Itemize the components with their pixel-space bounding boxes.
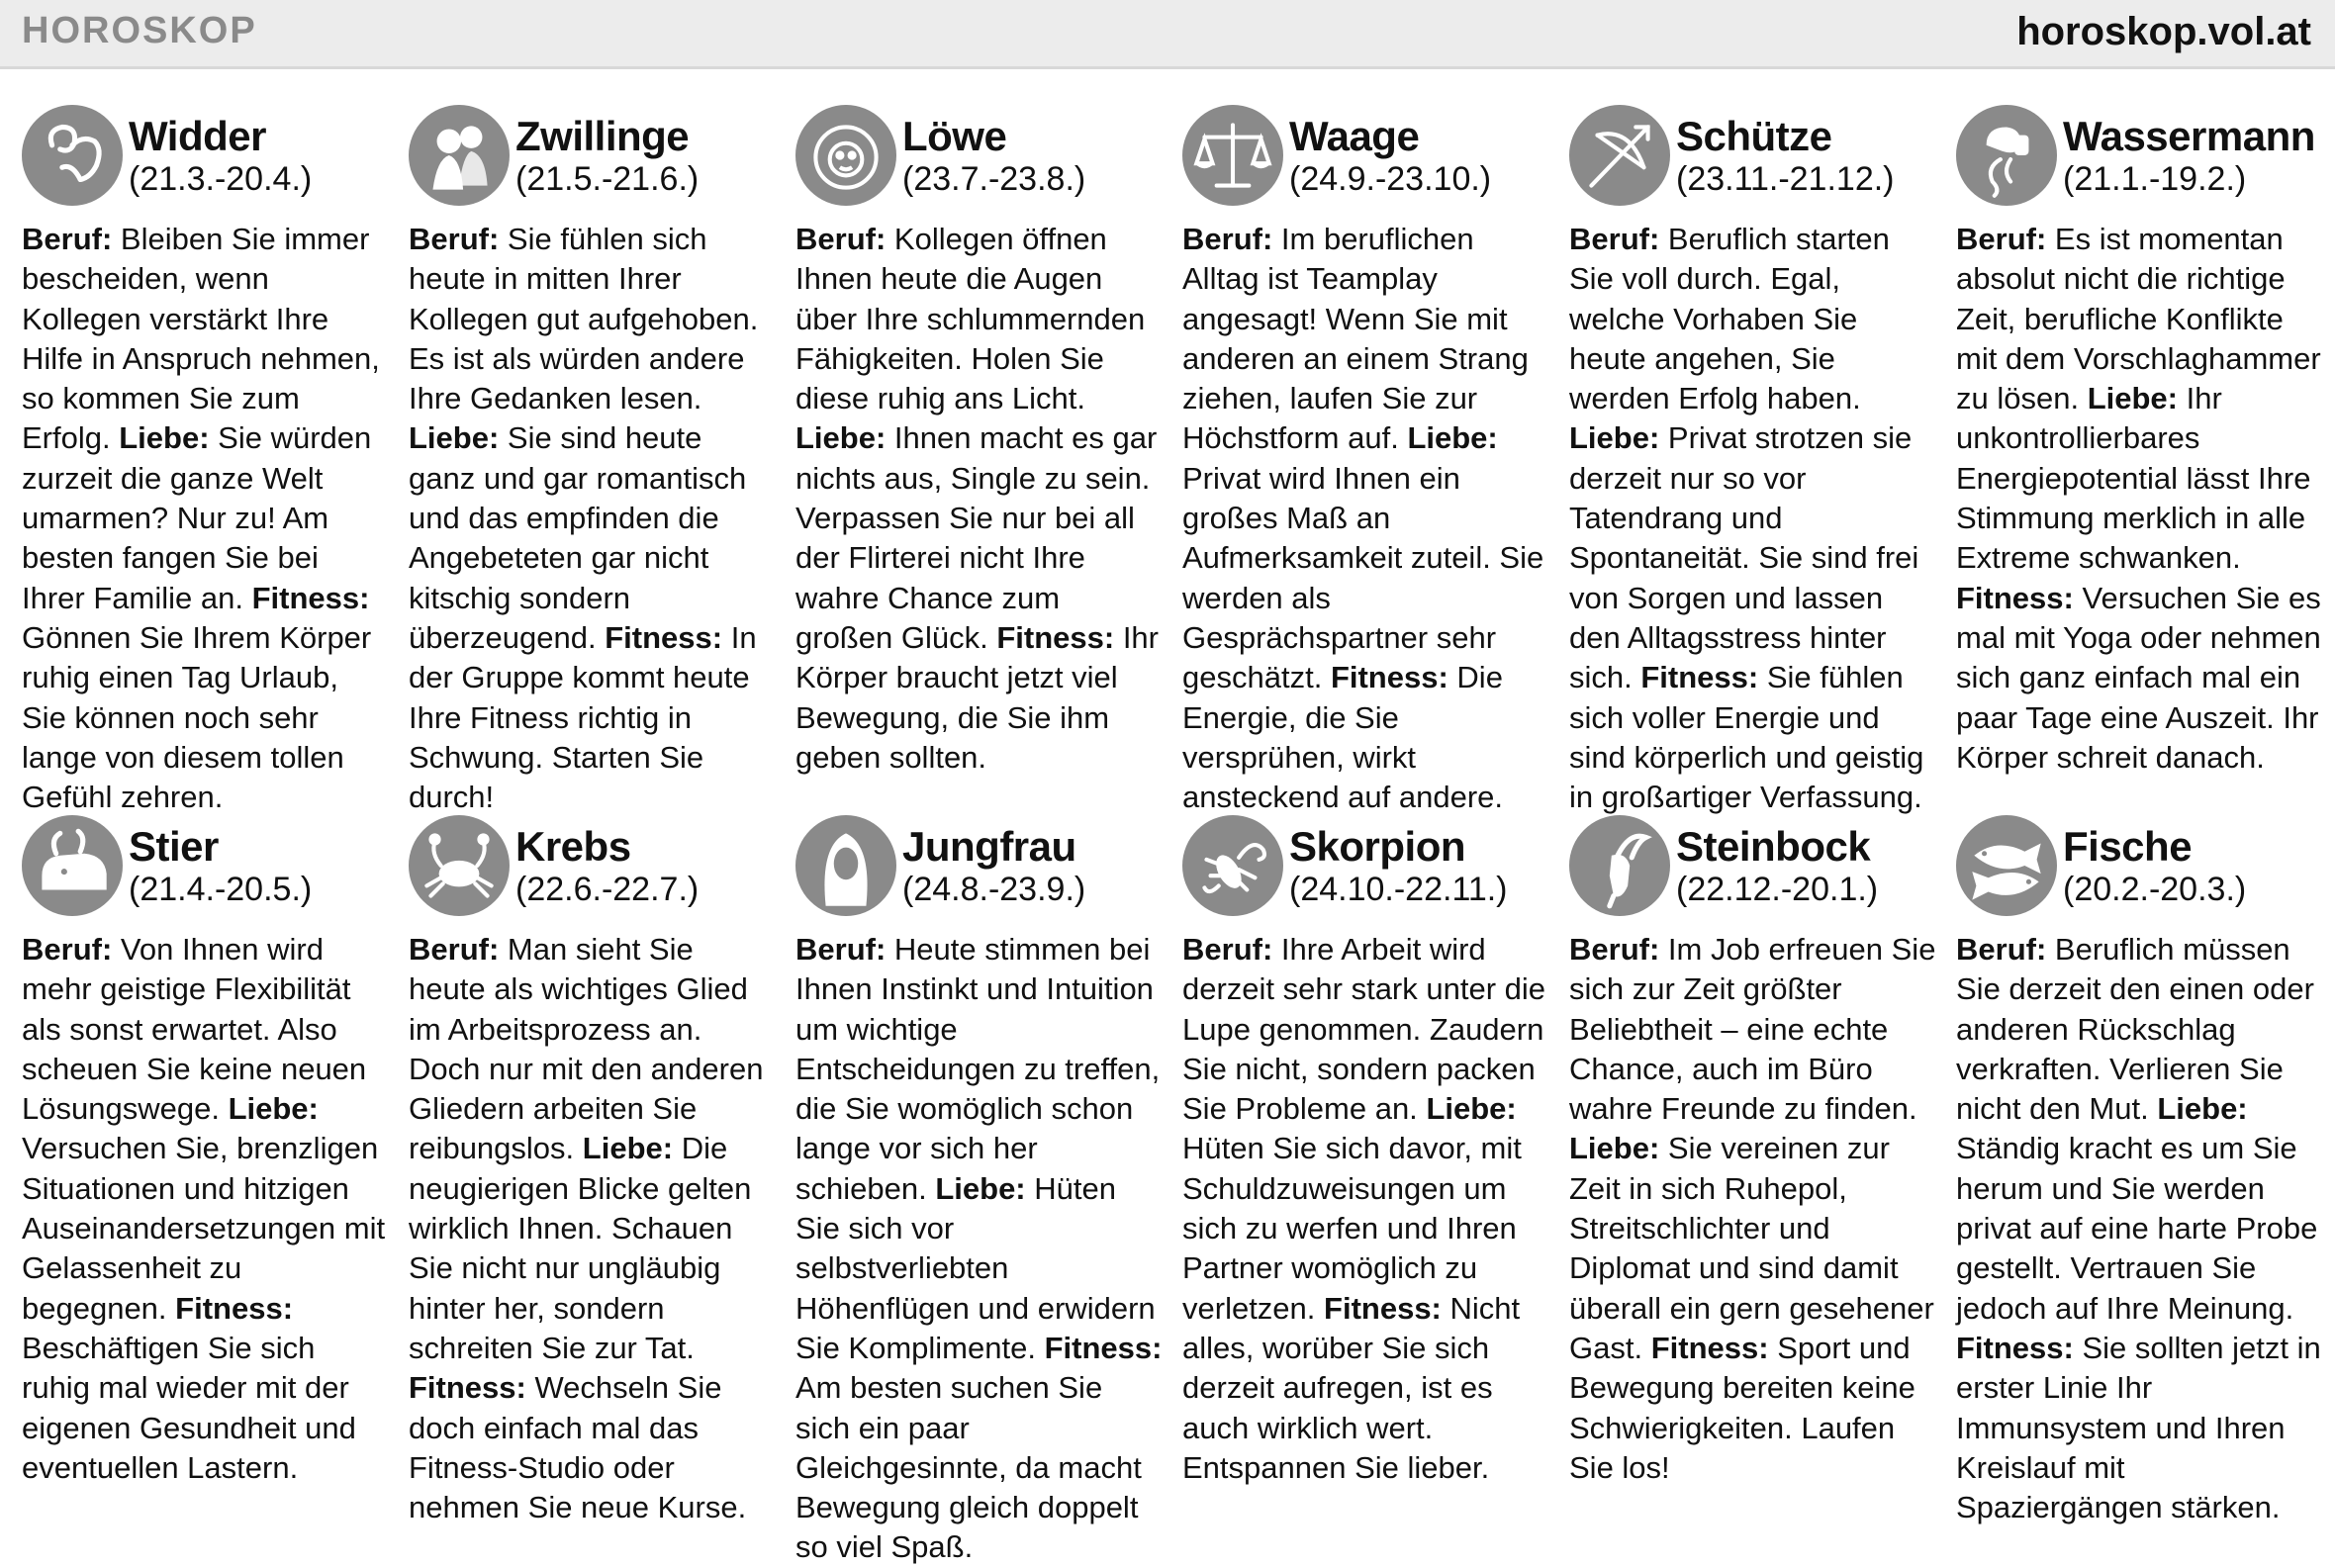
fitness-label: Fitness: — [1640, 660, 1759, 695]
fitness-text: Versuchen Sie es mal mit Yoga oder nehmen sich ganz einfach mal ein paar Tage eine Auszeit. Ihr Körper schreit danach. — [1956, 580, 2321, 775]
liebe-label: Liebe: — [2087, 381, 2178, 416]
fitness-text: Die Energie, die Sie versprühen, wirkt ansteckend auf andere. — [1182, 660, 1504, 815]
virgin-icon — [795, 815, 896, 916]
liebe-label: Liebe: — [228, 1091, 319, 1127]
lion-icon — [795, 105, 896, 206]
bow-arrow-icon — [1569, 105, 1670, 206]
sign-name: Löwe — [902, 113, 1007, 159]
liebe-text: Hüten Sie sich davor, mit Schuldzuweisungen um sich zu werfen und Ihren Partner womöglich zu verletzen. — [1182, 1131, 1522, 1326]
liebe-text: Ihr unkontrollierbares Energiepotential lässt Ihre Stimmung merklich in alle Extreme schwanken. — [1956, 381, 2311, 576]
sign-dates: (24.10.-22.11.) — [1289, 871, 1508, 908]
fitness-label: Fitness: — [1324, 1290, 1442, 1326]
beruf-text: Sie fühlen sich heute in mitten Ihrer Kollegen gut aufgehoben. Es ist als würden andere Ihre Gedanken lesen. — [409, 222, 759, 416]
sign-dates: (21.1.-19.2.) — [2063, 160, 2247, 198]
fitness-text: Wechseln Sie doch einfach mal das Fitness-Studio oder nehmen Sie neue Kurse. — [409, 1370, 747, 1525]
fitness-label: Fitness: — [1956, 1330, 2074, 1365]
fitness-text: Ihr Körper braucht jetzt viel Bewegung, die Sie ihm geben sollten. — [795, 619, 1159, 775]
liebe-label: Liebe: — [1407, 420, 1498, 456]
sign-text — [409, 220, 777, 817]
beruf-text: Bleiben Sie immer bescheiden, wenn Kollegen verstärkt Ihre Hilfe in Anspruch nehmen, so kommen Sie zum Erfolg. — [22, 222, 380, 456]
liebe-text: Sie würden zurzeit die ganze Welt umarmen? Nur zu! Am besten fangen Sie bei Ihrer Familie an. — [22, 420, 372, 615]
bull-icon — [22, 815, 123, 916]
beruf-label: Beruf: — [795, 222, 887, 256]
sign-name: Krebs — [515, 823, 631, 870]
beruf-label: Beruf: — [1956, 932, 2047, 967]
sign-text — [1182, 220, 1550, 817]
beruf-text: Im Job erfreuen Sie sich zur Zeit größter Beliebtheit – eine echte Chance, auch im Büro wahre Freunde zu finden. — [1569, 932, 1936, 1127]
fitness-text: Gönnen Sie Ihrem Körper ruhig einen Tag Urlaub, Sie können noch sehr lange von diesem tollen Gefühl zehren. — [22, 619, 372, 815]
fitness-text: In der Gruppe kommt heute Ihre Fitness richtig in Schwung. Starten Sie durch! — [409, 619, 757, 815]
beruf-label: Beruf: — [409, 222, 500, 256]
sign-name: Widder — [129, 113, 266, 159]
liebe-text: Die neugierigen Blicke gelten wirklich Ihnen. Schauen Sie nicht nur ungläubig hinter her, sondern schreiten Sie zur Tat. — [409, 1131, 752, 1365]
horoscope-grid — [0, 99, 2335, 1565]
sign-text — [1569, 930, 1937, 1488]
liebe-label: Liebe: — [795, 420, 887, 456]
beruf-text: Von Ihnen wird mehr geistige Flexibilität als sonst erwartet. Also scheuen Sie keine neuen Lösungswege. — [22, 932, 367, 1127]
sign-dates: (22.6.-22.7.) — [515, 871, 700, 908]
beruf-text: Kollegen öffnen Ihnen heute die Augen über Ihre schlummernden Fähigkeiten. Holen Sie diese ruhig ans Licht. — [795, 222, 1146, 416]
liebe-text: Sie sind heute ganz und gar romantisch und das empfinden die Angebeteten gar nicht kitschig sondern überzeugend. — [409, 420, 747, 655]
sign-text — [1956, 930, 2324, 1527]
ram-icon — [22, 105, 123, 206]
water-bearer-icon — [1956, 105, 2057, 206]
sign-name: Steinbock — [1676, 823, 1871, 870]
liebe-label: Liebe: — [2157, 1091, 2248, 1127]
beruf-label: Beruf: — [1182, 932, 1273, 967]
beruf-text: Beruflich starten Sie voll durch. Egal, welche Vorhaben Sie heute angehen, Sie werden Erfolg haben. — [1569, 222, 1890, 416]
twins-icon — [409, 105, 510, 206]
beruf-label: Beruf: — [409, 932, 500, 967]
liebe-text: Sie vereinen zur Zeit in sich Ruhepol, Streitschlichter und Diplomat und sind damit überall ein gern gesehener Gast. — [1569, 1131, 1934, 1365]
sign-name: Zwillinge — [515, 113, 690, 159]
liebe-text: Hüten Sie sich vor selbstverliebten Höhenflügen und erwidern Sie Komplimente. — [795, 1170, 1156, 1365]
liebe-text: Privat strotzen sie derzeit nur so vor Tatendrang und Spontaneität. Sie sind frei von Sorgen und lassen den Alltagsstress hinter sich. — [1569, 420, 1919, 695]
sign-dates: (21.5.-21.6.) — [515, 160, 700, 198]
header-bar — [0, 0, 2335, 69]
fitness-text: Am besten suchen Sie sich ein paar Gleichgesinnte, da macht Bewegung gleich doppelt so viel Spaß. — [795, 1370, 1142, 1565]
fish-icon — [1956, 815, 2057, 916]
liebe-text: Privat wird Ihnen ein großes Maß an Aufmerksamkeit zuteil. Sie werden als Gesprächspartner sehr geschätzt. — [1182, 460, 1544, 695]
fitness-label: Fitness: — [605, 619, 723, 655]
fitness-text: Sie fühlen sich voller Energie und sind körperlich und geistig in großartiger Verfassung. — [1569, 660, 1924, 815]
sign-text — [1956, 220, 2324, 778]
liebe-text: Ihnen macht es gar nichts aus, Single zu sein. Verpassen Sie nur bei all der Flirterei nicht Ihre wahre Chance zum großen Glück. — [795, 420, 1158, 655]
sign-text — [795, 930, 1164, 1568]
beruf-label: Beruf: — [22, 222, 113, 256]
liebe-text: Ständig kracht es um Sie herum und Sie werden privat auf eine harte Probe gestellt. Vertrauen Sie jedoch auf Ihre Meinung. — [1956, 1131, 2318, 1326]
sign-name: Jungfrau — [902, 823, 1076, 870]
goat-icon — [1569, 815, 1670, 916]
fitness-text: Sie sollten jetzt in erster Linie Ihr Immunsystem und Ihren Kreislauf mit Spaziergängen stärken. — [1956, 1330, 2321, 1525]
fitness-label: Fitness: — [175, 1290, 294, 1326]
sign-text — [795, 220, 1164, 778]
fitness-label: Fitness: — [996, 619, 1115, 655]
liebe-label: Liebe: — [1426, 1091, 1517, 1127]
beruf-text: Beruflich müssen Sie derzeit den einen oder anderen Rückschlag verkraften. Verlieren Sie nicht den Mut. — [1956, 932, 2314, 1127]
beruf-text: Man sieht Sie heute als wichtiges Glied im Arbeitsprozess an. Doch nur mit den anderen Gliedern arbeiten Sie reibungslos. — [409, 932, 764, 1166]
sign-text — [409, 930, 777, 1527]
beruf-text: Ihre Arbeit wird derzeit sehr stark unter die Lupe genommen. Zaudern Sie nicht, sondern packen Sie Probleme an. — [1182, 932, 1546, 1127]
sign-dates: (23.11.-21.12.) — [1676, 160, 1895, 198]
fitness-label: Fitness: — [409, 1370, 526, 1406]
sign-text — [22, 220, 390, 817]
fitness-label: Fitness: — [1044, 1330, 1163, 1365]
liebe-label: Liebe: — [409, 420, 500, 456]
scorpion-icon — [1182, 815, 1283, 916]
fitness-label: Fitness: — [1650, 1330, 1769, 1365]
scales-icon — [1182, 105, 1283, 206]
sign-name: Stier — [129, 823, 219, 870]
fitness-text: Beschäftigen Sie sich ruhig mal wieder mit der eigenen Gesundheit und eventuellen Lastern. — [22, 1330, 356, 1485]
sign-name: Schütze — [1676, 113, 1832, 159]
beruf-label: Beruf: — [1182, 222, 1273, 256]
site-url[interactable]: horoskop.vol.at — [2016, 10, 2311, 53]
sign-name: Waage — [1289, 113, 1420, 159]
beruf-text: Heute stimmen bei Ihnen Instinkt und Intuition um wichtige Entscheidungen zu treffen, die Sie womöglich schon lange vor sich her schieben. — [795, 932, 1161, 1206]
fitness-label: Fitness: — [1956, 580, 2074, 615]
sign-name: Skorpion — [1289, 823, 1466, 870]
sign-text — [1182, 930, 1550, 1488]
fitness-text: Nicht alles, worüber Sie sich derzeit aufregen, ist es auch wirklich wert. Entspannen Sie lieber. — [1182, 1290, 1521, 1485]
liebe-label: Liebe: — [119, 420, 210, 456]
beruf-text: Im beruflichen Alltag ist Teamplay angesagt! Wenn Sie mit anderen an einem Strang ziehen, laufen Sie zur Höchstform auf. — [1182, 222, 1529, 456]
crab-icon — [409, 815, 510, 916]
liebe-label: Liebe: — [582, 1131, 674, 1166]
beruf-label: Beruf: — [1569, 932, 1660, 967]
beruf-label: Beruf: — [795, 932, 887, 967]
sign-text — [22, 930, 390, 1488]
sign-dates: (24.8.-23.9.) — [902, 871, 1086, 908]
sign-dates: (23.7.-23.8.) — [902, 160, 1086, 198]
sign-dates: (20.2.-20.3.) — [2063, 871, 2247, 908]
fitness-label: Fitness: — [1330, 660, 1448, 695]
section-title: HOROSKOP — [22, 10, 257, 51]
liebe-label: Liebe: — [935, 1170, 1026, 1206]
beruf-text: Es ist momentan absolut nicht die richtige Zeit, berufliche Konflikte mit dem Vorschlaghammer zu lösen. — [1956, 222, 2321, 416]
liebe-text: Versuchen Sie, brenzligen Situationen und hitzigen Auseinandersetzungen mit Gelassenheit zu begegnen. — [22, 1131, 386, 1326]
beruf-label: Beruf: — [1569, 222, 1660, 256]
sign-name: Wassermann — [2063, 113, 2315, 159]
fitness-label: Fitness: — [251, 580, 370, 615]
sign-name: Fische — [2063, 823, 2193, 870]
liebe-label: Liebe: — [1569, 1131, 1660, 1166]
sign-dates: (22.12.-20.1.) — [1676, 871, 1879, 908]
sign-dates: (21.4.-20.5.) — [129, 871, 313, 908]
fitness-text: Sport und Bewegung bereiten keine Schwierigkeiten. Laufen Sie los! — [1569, 1330, 1915, 1485]
sign-text — [1569, 220, 1937, 817]
sign-dates: (24.9.-23.10.) — [1289, 160, 1492, 198]
liebe-label: Liebe: — [1569, 420, 1660, 456]
beruf-label: Beruf: — [1956, 222, 2047, 256]
beruf-label: Beruf: — [22, 932, 113, 967]
sign-dates: (21.3.-20.4.) — [129, 160, 313, 198]
